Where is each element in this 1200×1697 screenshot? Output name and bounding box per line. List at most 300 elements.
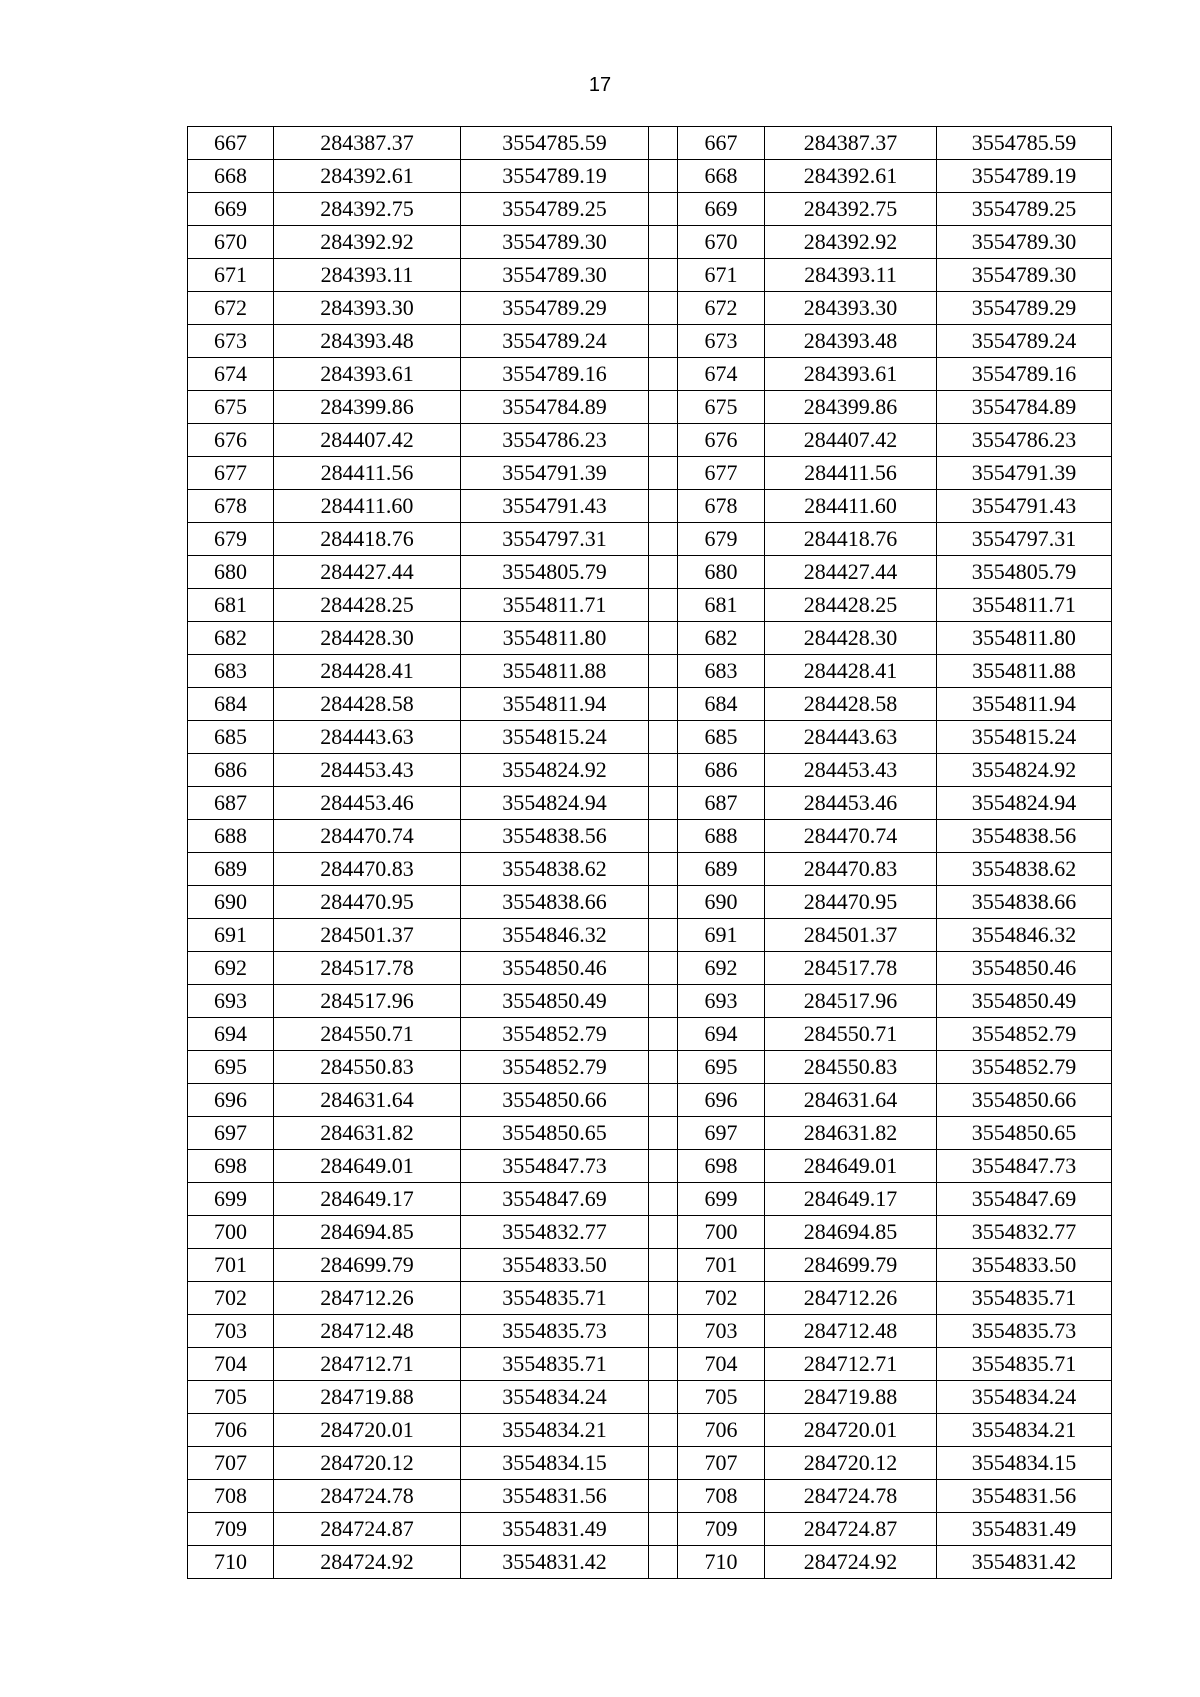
table-row bbox=[188, 622, 1112, 655]
table-cell-x-coordinate: 284418.76 bbox=[274, 523, 461, 556]
table-cell-spacer-cell bbox=[649, 127, 678, 160]
table-cell-y-coordinate: 3554831.49 bbox=[461, 1513, 649, 1546]
table-cell-spacer-cell bbox=[649, 490, 678, 523]
table-cell-x-coordinate: 284393.30 bbox=[274, 292, 461, 325]
table-cell-x-coordinate: 284712.26 bbox=[274, 1282, 461, 1315]
table-cell-point-id: 688 bbox=[188, 820, 274, 853]
table-cell-spacer-cell bbox=[649, 688, 678, 721]
table-cell-y-coordinate: 3554834.15 bbox=[937, 1447, 1112, 1480]
table-cell-spacer-cell bbox=[649, 886, 678, 919]
table-cell-y-coordinate: 3554831.56 bbox=[937, 1480, 1112, 1513]
table-row bbox=[188, 1546, 1112, 1579]
table-cell-x-coordinate: 284712.71 bbox=[765, 1348, 937, 1381]
table-cell-point-id: 710 bbox=[678, 1546, 765, 1579]
table-cell-y-coordinate: 3554805.79 bbox=[937, 556, 1112, 589]
table-cell-point-id: 670 bbox=[678, 226, 765, 259]
table-cell-spacer-cell bbox=[649, 721, 678, 754]
table-cell-point-id: 701 bbox=[188, 1249, 274, 1282]
table-row bbox=[188, 589, 1112, 622]
table-cell-spacer-cell bbox=[649, 1546, 678, 1579]
table-cell-point-id: 686 bbox=[678, 754, 765, 787]
table-cell-y-coordinate: 3554852.79 bbox=[937, 1018, 1112, 1051]
table-cell-x-coordinate: 284428.58 bbox=[274, 688, 461, 721]
table-cell-y-coordinate: 3554811.80 bbox=[461, 622, 649, 655]
table-cell-x-coordinate: 284387.37 bbox=[765, 127, 937, 160]
table-cell-spacer-cell bbox=[649, 424, 678, 457]
table-cell-point-id: 698 bbox=[678, 1150, 765, 1183]
table-cell-x-coordinate: 284724.87 bbox=[765, 1513, 937, 1546]
table-row bbox=[188, 490, 1112, 523]
table-cell-x-coordinate: 284427.44 bbox=[274, 556, 461, 589]
table-cell-x-coordinate: 284712.71 bbox=[274, 1348, 461, 1381]
table-cell-point-id: 709 bbox=[188, 1513, 274, 1546]
table-cell-y-coordinate: 3554824.94 bbox=[937, 787, 1112, 820]
table-cell-y-coordinate: 3554838.66 bbox=[461, 886, 649, 919]
table-cell-y-coordinate: 3554838.66 bbox=[937, 886, 1112, 919]
table-cell-x-coordinate: 284550.83 bbox=[765, 1051, 937, 1084]
table-cell-point-id: 680 bbox=[678, 556, 765, 589]
table-cell-y-coordinate: 3554789.29 bbox=[937, 292, 1112, 325]
table-cell-point-id: 710 bbox=[188, 1546, 274, 1579]
page-number: 17 bbox=[588, 74, 612, 96]
table-cell-y-coordinate: 3554838.56 bbox=[461, 820, 649, 853]
table-cell-y-coordinate: 3554789.16 bbox=[461, 358, 649, 391]
table-row bbox=[188, 1315, 1112, 1348]
table-cell-spacer-cell bbox=[649, 193, 678, 226]
table-cell-point-id: 673 bbox=[678, 325, 765, 358]
table-cell-point-id: 707 bbox=[188, 1447, 274, 1480]
table-cell-spacer-cell bbox=[649, 1447, 678, 1480]
table-row bbox=[188, 1117, 1112, 1150]
table-cell-y-coordinate: 3554850.66 bbox=[461, 1084, 649, 1117]
table-cell-point-id: 671 bbox=[678, 259, 765, 292]
table-cell-point-id: 704 bbox=[188, 1348, 274, 1381]
table-row bbox=[188, 952, 1112, 985]
table-cell-x-coordinate: 284470.95 bbox=[765, 886, 937, 919]
table-cell-x-coordinate: 284453.43 bbox=[765, 754, 937, 787]
table-cell-x-coordinate: 284470.83 bbox=[765, 853, 937, 886]
table-cell-spacer-cell bbox=[649, 556, 678, 589]
table-cell-y-coordinate: 3554834.21 bbox=[937, 1414, 1112, 1447]
table-cell-point-id: 678 bbox=[678, 490, 765, 523]
table-cell-point-id: 685 bbox=[188, 721, 274, 754]
table-cell-point-id: 690 bbox=[678, 886, 765, 919]
table-cell-x-coordinate: 284517.96 bbox=[765, 985, 937, 1018]
table-cell-y-coordinate: 3554786.23 bbox=[461, 424, 649, 457]
table-cell-point-id: 699 bbox=[678, 1183, 765, 1216]
table-cell-x-coordinate: 284428.25 bbox=[765, 589, 937, 622]
table-cell-point-id: 705 bbox=[188, 1381, 274, 1414]
table-row bbox=[188, 853, 1112, 886]
table-cell-point-id: 677 bbox=[678, 457, 765, 490]
table-row bbox=[188, 193, 1112, 226]
table-cell-point-id: 685 bbox=[678, 721, 765, 754]
table-cell-x-coordinate: 284411.56 bbox=[765, 457, 937, 490]
table-cell-point-id: 679 bbox=[678, 523, 765, 556]
table-cell-point-id: 675 bbox=[188, 391, 274, 424]
table-cell-point-id: 668 bbox=[188, 160, 274, 193]
table-cell-x-coordinate: 284392.61 bbox=[765, 160, 937, 193]
table-cell-x-coordinate: 284443.63 bbox=[765, 721, 937, 754]
table-cell-x-coordinate: 284694.85 bbox=[765, 1216, 937, 1249]
table-cell-y-coordinate: 3554847.73 bbox=[937, 1150, 1112, 1183]
table-cell-x-coordinate: 284428.41 bbox=[765, 655, 937, 688]
table-cell-x-coordinate: 284407.42 bbox=[274, 424, 461, 457]
table-cell-y-coordinate: 3554838.56 bbox=[937, 820, 1112, 853]
table-cell-y-coordinate: 3554789.24 bbox=[461, 325, 649, 358]
table-cell-y-coordinate: 3554850.46 bbox=[937, 952, 1112, 985]
table-cell-x-coordinate: 284470.74 bbox=[274, 820, 461, 853]
table-cell-point-id: 707 bbox=[678, 1447, 765, 1480]
table-cell-y-coordinate: 3554847.69 bbox=[937, 1183, 1112, 1216]
table-cell-y-coordinate: 3554805.79 bbox=[461, 556, 649, 589]
table-cell-y-coordinate: 3554850.65 bbox=[461, 1117, 649, 1150]
table-row bbox=[188, 1084, 1112, 1117]
table-cell-y-coordinate: 3554789.30 bbox=[937, 226, 1112, 259]
table-cell-point-id: 669 bbox=[678, 193, 765, 226]
table-cell-point-id: 670 bbox=[188, 226, 274, 259]
table-cell-x-coordinate: 284517.78 bbox=[274, 952, 461, 985]
table-row bbox=[188, 655, 1112, 688]
table-cell-point-id: 677 bbox=[188, 457, 274, 490]
table-cell-spacer-cell bbox=[649, 1150, 678, 1183]
table-cell-x-coordinate: 284631.64 bbox=[765, 1084, 937, 1117]
table-cell-x-coordinate: 284392.75 bbox=[765, 193, 937, 226]
table-cell-point-id: 674 bbox=[188, 358, 274, 391]
table-row bbox=[188, 358, 1112, 391]
table-cell-x-coordinate: 284411.60 bbox=[765, 490, 937, 523]
table-cell-point-id: 705 bbox=[678, 1381, 765, 1414]
table-cell-x-coordinate: 284392.75 bbox=[274, 193, 461, 226]
table-cell-point-id: 689 bbox=[188, 853, 274, 886]
table-cell-x-coordinate: 284428.25 bbox=[274, 589, 461, 622]
table-cell-x-coordinate: 284699.79 bbox=[765, 1249, 937, 1282]
table-cell-point-id: 668 bbox=[678, 160, 765, 193]
table-row bbox=[188, 820, 1112, 853]
table-row bbox=[188, 1513, 1112, 1546]
table-cell-x-coordinate: 284428.30 bbox=[765, 622, 937, 655]
table-cell-y-coordinate: 3554824.92 bbox=[937, 754, 1112, 787]
table-cell-x-coordinate: 284649.17 bbox=[765, 1183, 937, 1216]
table-cell-x-coordinate: 284631.82 bbox=[765, 1117, 937, 1150]
table-cell-y-coordinate: 3554789.25 bbox=[461, 193, 649, 226]
table-cell-point-id: 667 bbox=[188, 127, 274, 160]
table-cell-y-coordinate: 3554789.19 bbox=[937, 160, 1112, 193]
table-cell-point-id: 690 bbox=[188, 886, 274, 919]
table-cell-x-coordinate: 284501.37 bbox=[765, 919, 937, 952]
table-cell-spacer-cell bbox=[649, 985, 678, 1018]
table-cell-x-coordinate: 284631.82 bbox=[274, 1117, 461, 1150]
table-cell-x-coordinate: 284724.78 bbox=[765, 1480, 937, 1513]
table-cell-spacer-cell bbox=[649, 1084, 678, 1117]
table-cell-y-coordinate: 3554797.31 bbox=[937, 523, 1112, 556]
table-cell-y-coordinate: 3554838.62 bbox=[937, 853, 1112, 886]
table-cell-x-coordinate: 284724.78 bbox=[274, 1480, 461, 1513]
table-cell-point-id: 699 bbox=[188, 1183, 274, 1216]
coordinates-table bbox=[187, 126, 1112, 1579]
table-cell-x-coordinate: 284649.01 bbox=[274, 1150, 461, 1183]
table-cell-y-coordinate: 3554789.30 bbox=[461, 226, 649, 259]
table-cell-y-coordinate: 3554789.30 bbox=[937, 259, 1112, 292]
table-cell-point-id: 683 bbox=[188, 655, 274, 688]
table-row bbox=[188, 325, 1112, 358]
table-cell-spacer-cell bbox=[649, 160, 678, 193]
table-cell-x-coordinate: 284387.37 bbox=[274, 127, 461, 160]
table-cell-spacer-cell bbox=[649, 820, 678, 853]
table-cell-y-coordinate: 3554786.23 bbox=[937, 424, 1112, 457]
table-cell-y-coordinate: 3554852.79 bbox=[937, 1051, 1112, 1084]
table-cell-y-coordinate: 3554832.77 bbox=[937, 1216, 1112, 1249]
table-cell-y-coordinate: 3554834.15 bbox=[461, 1447, 649, 1480]
table-cell-y-coordinate: 3554850.46 bbox=[461, 952, 649, 985]
table-cell-point-id: 672 bbox=[188, 292, 274, 325]
table-cell-point-id: 698 bbox=[188, 1150, 274, 1183]
table-row bbox=[188, 523, 1112, 556]
table-cell-point-id: 693 bbox=[678, 985, 765, 1018]
table-row bbox=[188, 688, 1112, 721]
table-cell-point-id: 667 bbox=[678, 127, 765, 160]
table-cell-point-id: 674 bbox=[678, 358, 765, 391]
table-cell-spacer-cell bbox=[649, 391, 678, 424]
table-cell-y-coordinate: 3554824.92 bbox=[461, 754, 649, 787]
table-cell-y-coordinate: 3554850.49 bbox=[461, 985, 649, 1018]
table-cell-y-coordinate: 3554824.94 bbox=[461, 787, 649, 820]
table-cell-x-coordinate: 284724.92 bbox=[274, 1546, 461, 1579]
table-cell-point-id: 704 bbox=[678, 1348, 765, 1381]
table-cell-point-id: 709 bbox=[678, 1513, 765, 1546]
table-cell-y-coordinate: 3554834.24 bbox=[937, 1381, 1112, 1414]
table-cell-point-id: 686 bbox=[188, 754, 274, 787]
table-cell-x-coordinate: 284719.88 bbox=[274, 1381, 461, 1414]
table-cell-point-id: 703 bbox=[678, 1315, 765, 1348]
table-cell-x-coordinate: 284694.85 bbox=[274, 1216, 461, 1249]
table-cell-point-id: 696 bbox=[678, 1084, 765, 1117]
table-cell-point-id: 683 bbox=[678, 655, 765, 688]
table-cell-x-coordinate: 284453.43 bbox=[274, 754, 461, 787]
table-cell-y-coordinate: 3554811.88 bbox=[937, 655, 1112, 688]
table-cell-y-coordinate: 3554789.29 bbox=[461, 292, 649, 325]
table-cell-point-id: 695 bbox=[188, 1051, 274, 1084]
table-row bbox=[188, 1183, 1112, 1216]
table-cell-point-id: 702 bbox=[188, 1282, 274, 1315]
table-cell-spacer-cell bbox=[649, 919, 678, 952]
table-body bbox=[188, 127, 1112, 1579]
table-cell-spacer-cell bbox=[649, 457, 678, 490]
table-cell-y-coordinate: 3554831.42 bbox=[461, 1546, 649, 1579]
table-cell-y-coordinate: 3554833.50 bbox=[937, 1249, 1112, 1282]
table-cell-x-coordinate: 284712.48 bbox=[274, 1315, 461, 1348]
table-cell-x-coordinate: 284720.01 bbox=[274, 1414, 461, 1447]
table-cell-point-id: 702 bbox=[678, 1282, 765, 1315]
table-cell-y-coordinate: 3554835.71 bbox=[937, 1348, 1112, 1381]
table-cell-point-id: 687 bbox=[678, 787, 765, 820]
table-cell-spacer-cell bbox=[649, 1513, 678, 1546]
table-cell-point-id: 708 bbox=[678, 1480, 765, 1513]
table-cell-y-coordinate: 3554831.42 bbox=[937, 1546, 1112, 1579]
table-cell-x-coordinate: 284470.95 bbox=[274, 886, 461, 919]
table-cell-point-id: 673 bbox=[188, 325, 274, 358]
table-cell-x-coordinate: 284399.86 bbox=[274, 391, 461, 424]
table-row bbox=[188, 292, 1112, 325]
table-cell-x-coordinate: 284712.26 bbox=[765, 1282, 937, 1315]
table-cell-x-coordinate: 284719.88 bbox=[765, 1381, 937, 1414]
table-cell-y-coordinate: 3554835.71 bbox=[461, 1348, 649, 1381]
table-cell-point-id: 676 bbox=[678, 424, 765, 457]
table-cell-y-coordinate: 3554835.71 bbox=[937, 1282, 1112, 1315]
table-cell-point-id: 697 bbox=[678, 1117, 765, 1150]
table-row bbox=[188, 787, 1112, 820]
table-cell-y-coordinate: 3554791.39 bbox=[461, 457, 649, 490]
table-cell-point-id: 680 bbox=[188, 556, 274, 589]
table-cell-y-coordinate: 3554834.21 bbox=[461, 1414, 649, 1447]
table-cell-point-id: 703 bbox=[188, 1315, 274, 1348]
table-cell-x-coordinate: 284470.83 bbox=[274, 853, 461, 886]
table-cell-spacer-cell bbox=[649, 1117, 678, 1150]
table-cell-point-id: 692 bbox=[188, 952, 274, 985]
table-cell-point-id: 697 bbox=[188, 1117, 274, 1150]
table-cell-point-id: 706 bbox=[678, 1414, 765, 1447]
table-cell-point-id: 694 bbox=[678, 1018, 765, 1051]
table-cell-point-id: 695 bbox=[678, 1051, 765, 1084]
table-cell-x-coordinate: 284649.01 bbox=[765, 1150, 937, 1183]
table-cell-y-coordinate: 3554850.65 bbox=[937, 1117, 1112, 1150]
table-cell-spacer-cell bbox=[649, 1414, 678, 1447]
table-cell-point-id: 671 bbox=[188, 259, 274, 292]
table-cell-spacer-cell bbox=[649, 853, 678, 886]
table-row bbox=[188, 1018, 1112, 1051]
table-cell-y-coordinate: 3554789.25 bbox=[937, 193, 1112, 226]
table-cell-x-coordinate: 284550.71 bbox=[274, 1018, 461, 1051]
table-cell-spacer-cell bbox=[649, 1282, 678, 1315]
table-row bbox=[188, 457, 1112, 490]
table-row bbox=[188, 259, 1112, 292]
table-cell-x-coordinate: 284407.42 bbox=[765, 424, 937, 457]
table-cell-x-coordinate: 284501.37 bbox=[274, 919, 461, 952]
table-cell-x-coordinate: 284393.48 bbox=[765, 325, 937, 358]
table-row bbox=[188, 1150, 1112, 1183]
table-cell-y-coordinate: 3554846.32 bbox=[937, 919, 1112, 952]
table-row bbox=[188, 1348, 1112, 1381]
table-cell-y-coordinate: 3554834.24 bbox=[461, 1381, 649, 1414]
table-cell-point-id: 679 bbox=[188, 523, 274, 556]
table-cell-y-coordinate: 3554791.43 bbox=[937, 490, 1112, 523]
table-cell-spacer-cell bbox=[649, 226, 678, 259]
table-cell-x-coordinate: 284649.17 bbox=[274, 1183, 461, 1216]
table-row bbox=[188, 160, 1112, 193]
table-row bbox=[188, 1249, 1112, 1282]
table-cell-point-id: 701 bbox=[678, 1249, 765, 1282]
table-cell-x-coordinate: 284724.87 bbox=[274, 1513, 461, 1546]
table-cell-x-coordinate: 284517.96 bbox=[274, 985, 461, 1018]
table-cell-x-coordinate: 284428.30 bbox=[274, 622, 461, 655]
table-cell-x-coordinate: 284392.92 bbox=[765, 226, 937, 259]
table-cell-y-coordinate: 3554784.89 bbox=[461, 391, 649, 424]
table-cell-spacer-cell bbox=[649, 1051, 678, 1084]
table-cell-x-coordinate: 284393.48 bbox=[274, 325, 461, 358]
table-cell-x-coordinate: 284453.46 bbox=[765, 787, 937, 820]
table-cell-point-id: 700 bbox=[678, 1216, 765, 1249]
table-cell-y-coordinate: 3554852.79 bbox=[461, 1051, 649, 1084]
table-cell-spacer-cell bbox=[649, 1315, 678, 1348]
table-row bbox=[188, 556, 1112, 589]
table-cell-point-id: 708 bbox=[188, 1480, 274, 1513]
table-cell-x-coordinate: 284517.78 bbox=[765, 952, 937, 985]
table-cell-x-coordinate: 284393.11 bbox=[274, 259, 461, 292]
table-cell-point-id: 682 bbox=[678, 622, 765, 655]
table-cell-x-coordinate: 284720.01 bbox=[765, 1414, 937, 1447]
table-cell-x-coordinate: 284631.64 bbox=[274, 1084, 461, 1117]
table-row bbox=[188, 1480, 1112, 1513]
table-cell-x-coordinate: 284393.61 bbox=[274, 358, 461, 391]
table-cell-spacer-cell bbox=[649, 1216, 678, 1249]
table-cell-point-id: 676 bbox=[188, 424, 274, 457]
table-cell-y-coordinate: 3554833.50 bbox=[461, 1249, 649, 1282]
table-cell-x-coordinate: 284393.11 bbox=[765, 259, 937, 292]
table-row bbox=[188, 1282, 1112, 1315]
table-cell-y-coordinate: 3554847.69 bbox=[461, 1183, 649, 1216]
table-cell-spacer-cell bbox=[649, 1018, 678, 1051]
table-cell-y-coordinate: 3554835.73 bbox=[937, 1315, 1112, 1348]
table-row bbox=[188, 391, 1112, 424]
table-cell-point-id: 681 bbox=[678, 589, 765, 622]
table-cell-y-coordinate: 3554850.49 bbox=[937, 985, 1112, 1018]
table-cell-point-id: 678 bbox=[188, 490, 274, 523]
table-cell-y-coordinate: 3554831.56 bbox=[461, 1480, 649, 1513]
table-cell-y-coordinate: 3554832.77 bbox=[461, 1216, 649, 1249]
table-cell-y-coordinate: 3554785.59 bbox=[937, 127, 1112, 160]
table-cell-y-coordinate: 3554797.31 bbox=[461, 523, 649, 556]
table-cell-y-coordinate: 3554811.94 bbox=[937, 688, 1112, 721]
table-cell-x-coordinate: 284470.74 bbox=[765, 820, 937, 853]
table-cell-x-coordinate: 284720.12 bbox=[274, 1447, 461, 1480]
table-cell-x-coordinate: 284724.92 bbox=[765, 1546, 937, 1579]
table-cell-point-id: 706 bbox=[188, 1414, 274, 1447]
table-cell-y-coordinate: 3554789.16 bbox=[937, 358, 1112, 391]
table-cell-spacer-cell bbox=[649, 589, 678, 622]
table-cell-y-coordinate: 3554838.62 bbox=[461, 853, 649, 886]
table-cell-spacer-cell bbox=[649, 1381, 678, 1414]
table-row bbox=[188, 127, 1112, 160]
table-cell-x-coordinate: 284392.92 bbox=[274, 226, 461, 259]
table-cell-x-coordinate: 284393.61 bbox=[765, 358, 937, 391]
table-row bbox=[188, 1447, 1112, 1480]
table-cell-y-coordinate: 3554847.73 bbox=[461, 1150, 649, 1183]
table-cell-y-coordinate: 3554784.89 bbox=[937, 391, 1112, 424]
table-cell-x-coordinate: 284393.30 bbox=[765, 292, 937, 325]
table-cell-x-coordinate: 284392.61 bbox=[274, 160, 461, 193]
table-cell-x-coordinate: 284550.71 bbox=[765, 1018, 937, 1051]
table-cell-x-coordinate: 284399.86 bbox=[765, 391, 937, 424]
table-cell-y-coordinate: 3554789.24 bbox=[937, 325, 1112, 358]
table-cell-point-id: 672 bbox=[678, 292, 765, 325]
table-cell-point-id: 691 bbox=[188, 919, 274, 952]
table-cell-y-coordinate: 3554791.39 bbox=[937, 457, 1112, 490]
table-cell-point-id: 687 bbox=[188, 787, 274, 820]
table-cell-point-id: 689 bbox=[678, 853, 765, 886]
table-row bbox=[188, 1216, 1112, 1249]
table-cell-x-coordinate: 284712.48 bbox=[765, 1315, 937, 1348]
table-cell-spacer-cell bbox=[649, 325, 678, 358]
table-row bbox=[188, 985, 1112, 1018]
table-cell-point-id: 675 bbox=[678, 391, 765, 424]
table-cell-spacer-cell bbox=[649, 358, 678, 391]
table-cell-y-coordinate: 3554852.79 bbox=[461, 1018, 649, 1051]
table-row bbox=[188, 1051, 1112, 1084]
table-cell-point-id: 669 bbox=[188, 193, 274, 226]
table-cell-x-coordinate: 284411.56 bbox=[274, 457, 461, 490]
table-cell-x-coordinate: 284720.12 bbox=[765, 1447, 937, 1480]
table-cell-point-id: 693 bbox=[188, 985, 274, 1018]
